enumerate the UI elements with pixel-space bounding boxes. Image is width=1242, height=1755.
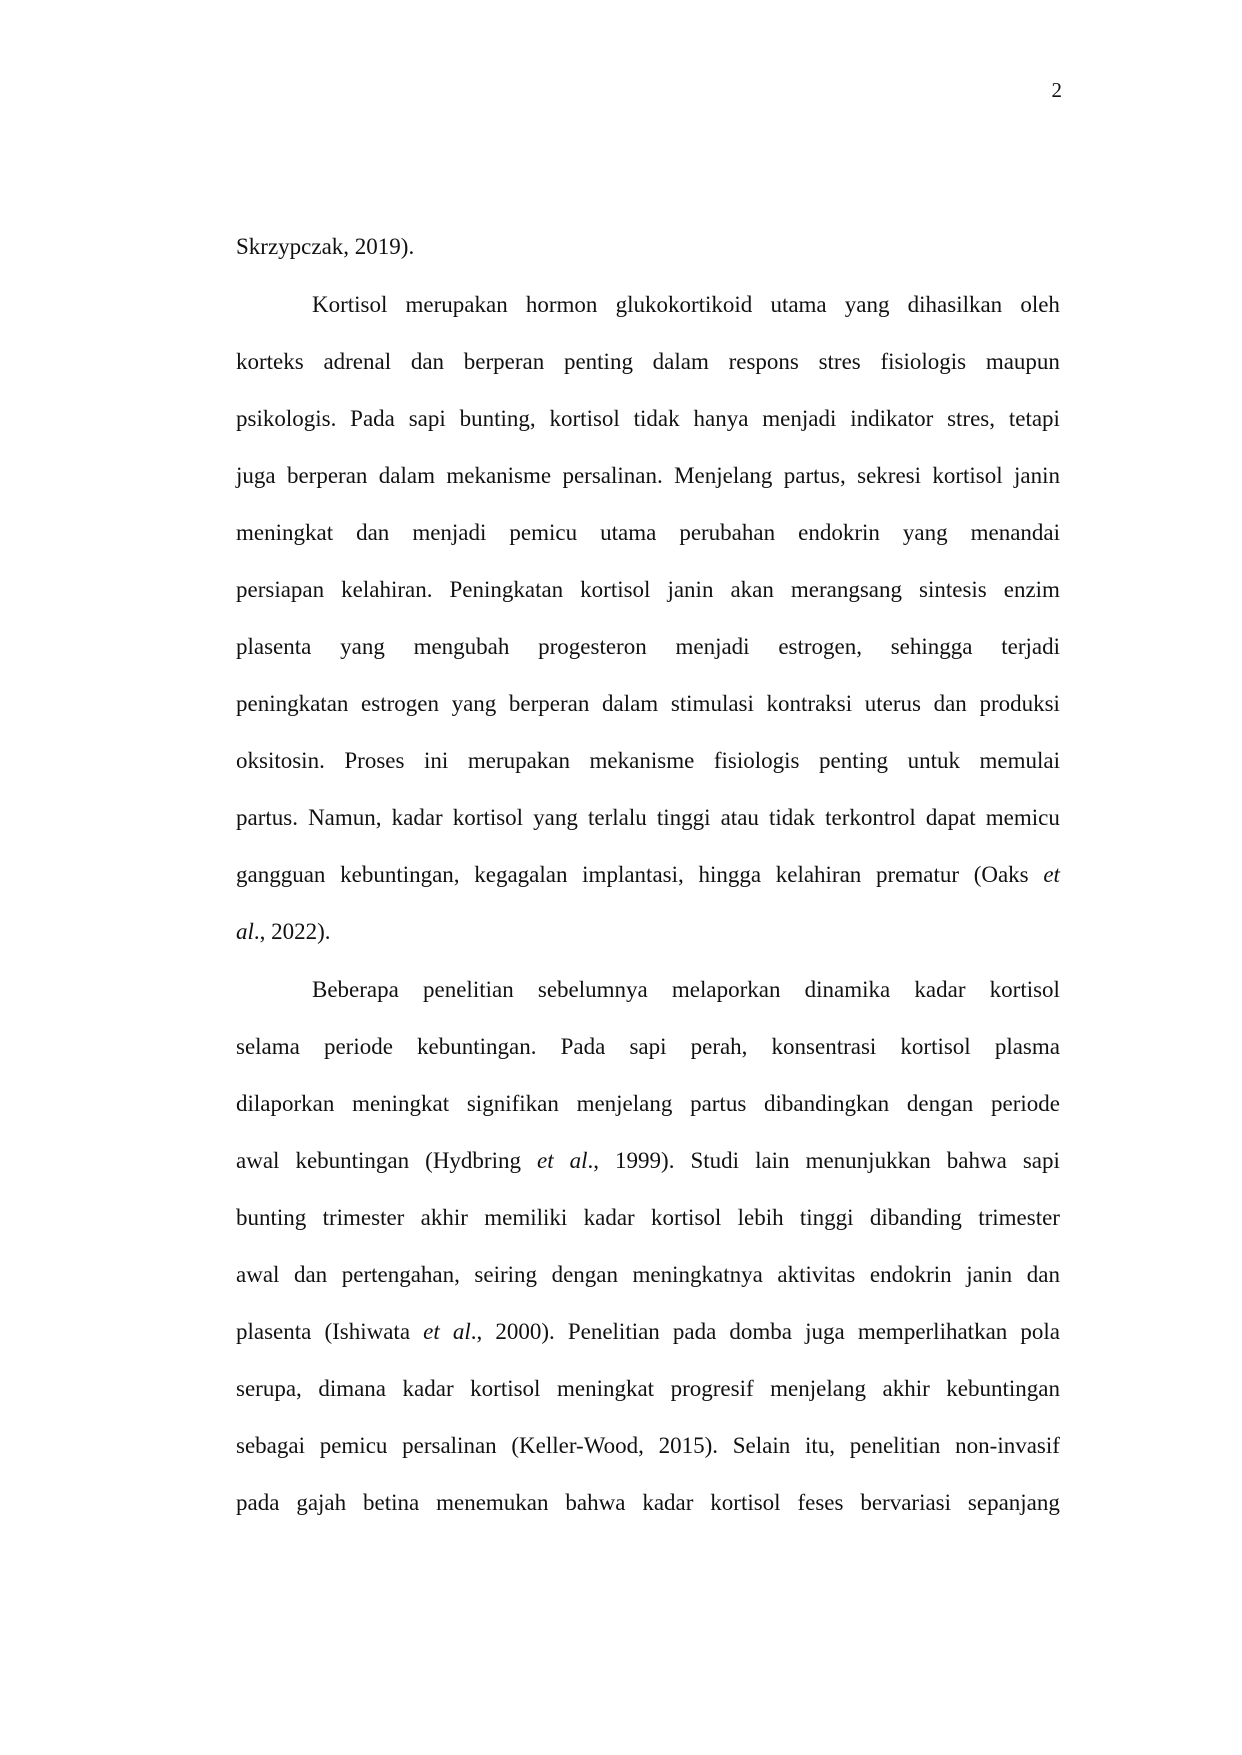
word: kortisol	[932, 463, 1003, 488]
word: feses	[797, 1490, 844, 1515]
paragraph-1-line-5	[236, 518, 1060, 548]
word: utama	[770, 292, 827, 317]
word: untuk	[907, 748, 960, 773]
word: janin	[1014, 463, 1060, 488]
word: aktivitas	[777, 1262, 856, 1287]
word: merangsang	[790, 577, 903, 602]
word: plasma	[994, 1034, 1060, 1059]
paragraph-2-line-5	[236, 1203, 1060, 1233]
word: menjadi	[412, 520, 487, 545]
word: indikator	[850, 406, 934, 431]
word: kebuntingan,	[340, 862, 460, 887]
word: progesteron	[538, 634, 647, 659]
word: yang	[533, 805, 578, 830]
word: (Hydbring	[425, 1148, 521, 1173]
word: al.,	[569, 1148, 600, 1173]
word: selama	[236, 1034, 300, 1059]
word: awal	[236, 1148, 280, 1173]
page-number: 2	[1051, 78, 1062, 102]
word: dalam	[602, 691, 659, 716]
word: Menjelang	[674, 463, 773, 488]
word: dinamika	[804, 977, 891, 1002]
word: dalam	[652, 349, 709, 374]
word: kelahiran	[775, 862, 862, 887]
word: meningkat	[236, 520, 334, 545]
paragraph-1-line-7	[236, 632, 1060, 662]
paragraph-1-line-11	[236, 860, 1060, 890]
word: plasenta	[236, 634, 312, 659]
word: terkontrol	[825, 805, 916, 830]
paragraph-1-line-10	[236, 803, 1060, 833]
paragraph-2-line-1	[312, 975, 1060, 1005]
word: bahwa	[565, 1490, 626, 1515]
word: domba	[729, 1319, 793, 1344]
word: berperan	[508, 691, 590, 716]
word: pertengahan,	[341, 1262, 460, 1287]
paragraph-1-line-2	[236, 347, 1060, 377]
word: akhir	[882, 1376, 930, 1401]
word: mekanisme	[589, 748, 695, 773]
word: perah,	[690, 1034, 748, 1059]
word: akan	[730, 577, 774, 602]
word: Pada	[560, 1034, 606, 1059]
word: estrogen,	[778, 634, 862, 659]
word: periode	[323, 1034, 393, 1059]
paragraph-2-line-4	[236, 1146, 1060, 1176]
word: tetapi	[1008, 406, 1060, 431]
word: dimana	[318, 1376, 387, 1401]
word: kebuntingan.	[417, 1034, 537, 1059]
word: 2015).	[658, 1433, 718, 1458]
word: tinggi	[656, 805, 711, 830]
word: pemicu	[319, 1433, 388, 1458]
word: kadar	[391, 805, 443, 830]
word: stres,	[947, 406, 995, 431]
word: dihasilkan	[907, 292, 1003, 317]
word: endokrin	[869, 1262, 952, 1287]
paragraph-2-line-10	[236, 1488, 1060, 1518]
word: kortisol	[470, 1376, 541, 1401]
word: itu,	[804, 1433, 835, 1458]
word: utama	[600, 520, 657, 545]
word: stres	[818, 349, 861, 374]
word: 2000).	[495, 1319, 555, 1344]
word: pada	[672, 1319, 717, 1344]
word: berperan	[286, 463, 368, 488]
word: stimulasi	[670, 691, 754, 716]
word: bunting,	[459, 406, 536, 431]
word: sapi	[1022, 1148, 1060, 1173]
word: persalinan.	[562, 463, 663, 488]
word: glukokortikoid	[615, 292, 753, 317]
word: juga	[236, 463, 276, 488]
word: pada	[236, 1490, 280, 1515]
word: kadar	[642, 1490, 694, 1515]
paragraph-2-line-6	[236, 1260, 1060, 1290]
word: uterus	[864, 691, 921, 716]
paragraph-1-line-8	[236, 689, 1060, 719]
word: yang	[451, 691, 497, 716]
word: kortisol	[900, 1034, 971, 1059]
word: yang	[902, 520, 948, 545]
word: pola	[1020, 1319, 1060, 1344]
word: respons	[728, 349, 799, 374]
word: kegagalan	[474, 862, 568, 887]
word: lebih	[737, 1205, 784, 1230]
word: non-invasif	[955, 1433, 1060, 1458]
word: periode	[991, 1091, 1060, 1116]
word: Studi	[690, 1148, 740, 1173]
word: implantasi,	[582, 862, 684, 887]
word: bahwa	[946, 1148, 1007, 1173]
word: memulai	[979, 748, 1060, 773]
word: dibandingkan	[763, 1091, 890, 1116]
word: trimester	[978, 1205, 1060, 1230]
word: persalinan	[402, 1433, 497, 1458]
word: terjadi	[1001, 634, 1060, 659]
word: terlalu	[587, 805, 647, 830]
word: et	[423, 1319, 440, 1344]
word: sebagai	[236, 1433, 305, 1458]
word: memperlihatkan	[857, 1319, 1008, 1344]
paragraph-1-line-9	[236, 746, 1060, 776]
word: kortisol	[651, 1205, 722, 1230]
word: dalam	[378, 463, 435, 488]
word: sekresi	[857, 463, 921, 488]
word: estrogen	[361, 691, 439, 716]
word: menemukan	[436, 1490, 549, 1515]
word: penelitian	[423, 977, 514, 1002]
word: al.,	[452, 1319, 483, 1344]
word: kadar	[583, 1205, 635, 1230]
word: (Ishiwata	[324, 1319, 411, 1344]
paragraph-2-line-9	[236, 1431, 1060, 1461]
word: gajah	[296, 1490, 347, 1515]
word: bunting	[236, 1205, 307, 1230]
word: Proses	[344, 748, 405, 773]
word: (Keller-Wood,	[511, 1433, 644, 1458]
word: dan	[410, 349, 445, 374]
word: signifikan	[466, 1091, 559, 1116]
word: akhir	[420, 1205, 468, 1230]
paragraph-1-line-1	[312, 290, 1060, 320]
word: et	[537, 1148, 554, 1173]
word: psikologis.	[236, 406, 337, 431]
word: merupakan	[467, 748, 570, 773]
word: lain	[755, 1148, 790, 1173]
word: sintesis	[919, 577, 987, 602]
word: menunjukkan	[805, 1148, 931, 1173]
word: Beberapa	[312, 977, 399, 1002]
word: Selain	[732, 1433, 791, 1458]
word: Penelitian	[567, 1319, 660, 1344]
word: tidak	[769, 805, 815, 830]
word: kelahiran.	[341, 577, 433, 602]
word: kortisol	[549, 406, 620, 431]
word: endokrin	[798, 520, 880, 545]
word: merupakan	[405, 292, 508, 317]
word: enzim	[1003, 577, 1060, 602]
paragraph-2-line-7	[236, 1317, 1060, 1347]
word: perubahan	[679, 520, 776, 545]
word: Namun,	[308, 805, 382, 830]
word: meningkat	[352, 1091, 450, 1116]
paragraph-1-line-12: al., 2022).	[236, 919, 331, 944]
word: menjadi	[675, 634, 750, 659]
word: prematur	[876, 862, 960, 887]
word: plasenta	[236, 1319, 312, 1344]
word: korteks	[236, 349, 304, 374]
word: penting	[819, 748, 889, 773]
word: dapat	[925, 805, 976, 830]
word: trimester	[322, 1205, 405, 1230]
word: kortisol	[452, 805, 524, 830]
word: pemicu	[509, 520, 578, 545]
word: dan	[933, 691, 967, 716]
word: kortisol	[989, 977, 1060, 1002]
word: betina	[363, 1490, 420, 1515]
word: 1999).	[615, 1148, 675, 1173]
word: kebuntingan	[946, 1376, 1060, 1401]
word: oleh	[1020, 292, 1060, 317]
word: oksitosin.	[236, 748, 325, 773]
word: hanya	[693, 406, 749, 431]
word: et	[1043, 862, 1060, 887]
word: adrenal	[323, 349, 392, 374]
word: yang	[844, 292, 890, 317]
word: produksi	[979, 691, 1060, 716]
word: melaporkan	[671, 977, 781, 1002]
word: memiliki	[484, 1205, 568, 1230]
word: Kortisol	[312, 292, 388, 317]
word: kebuntingan	[295, 1148, 410, 1173]
word: mengubah	[413, 634, 510, 659]
word: serupa,	[236, 1376, 302, 1401]
word: penting	[563, 349, 633, 374]
paragraph-2-line-3	[236, 1089, 1060, 1119]
word: fisiologis	[713, 748, 800, 773]
word: janin	[966, 1262, 1013, 1287]
word: ini	[423, 748, 449, 773]
word: konsentrasi	[771, 1034, 877, 1059]
word: dengan	[906, 1091, 974, 1116]
text-line: Skrzypczak, 2019).	[236, 234, 415, 259]
word: bervariasi	[860, 1490, 952, 1515]
word: sehingga	[890, 634, 973, 659]
word: menjelang	[576, 1091, 673, 1116]
word: partus.	[236, 805, 298, 830]
word: seiring	[474, 1262, 538, 1287]
word: maupun	[985, 349, 1060, 374]
word: progresif	[670, 1376, 754, 1401]
word: partus,	[783, 463, 846, 488]
word: kadar	[914, 977, 966, 1002]
word: janin	[667, 577, 714, 602]
word: peningkatan	[236, 691, 349, 716]
word: tinggi	[799, 1205, 854, 1230]
word: mekanisme	[446, 463, 552, 488]
word: sebelumnya	[537, 977, 648, 1002]
word: kadar	[402, 1376, 454, 1401]
paragraph-1-line-6	[236, 575, 1060, 605]
word: atau	[720, 805, 759, 830]
word: (Oaks	[973, 862, 1029, 887]
word: dilaporkan	[236, 1091, 335, 1116]
word: memicu	[985, 805, 1060, 830]
word: sapi	[629, 1034, 667, 1059]
word: berperan	[463, 349, 545, 374]
word: dengan	[551, 1262, 618, 1287]
word: fisiologis	[880, 349, 967, 374]
paragraph-2-line-8	[236, 1374, 1060, 1404]
word: partus	[690, 1091, 747, 1116]
word: dan	[1026, 1262, 1060, 1287]
word: dan	[356, 520, 390, 545]
word: yang	[340, 634, 385, 659]
word: hingga	[698, 862, 762, 887]
word: gangguan	[236, 862, 326, 887]
word: sepanjang	[967, 1490, 1060, 1515]
word: kortisol	[580, 577, 651, 602]
word: hormon	[525, 292, 598, 317]
word: juga	[805, 1319, 845, 1344]
paragraph-2-line-2	[236, 1032, 1060, 1062]
word: meningkatnya	[632, 1262, 763, 1287]
word: menjelang	[770, 1376, 866, 1401]
word: sapi	[408, 406, 446, 431]
word: dan	[293, 1262, 328, 1287]
paragraph-1-line-4	[236, 461, 1060, 491]
word: awal	[236, 1262, 280, 1287]
word: meningkat	[556, 1376, 655, 1401]
word: Pada	[350, 406, 395, 431]
word: penelitian	[849, 1433, 941, 1458]
word: kontraksi	[766, 691, 853, 716]
word: dibanding	[869, 1205, 962, 1230]
word: kortisol	[710, 1490, 781, 1515]
word: menandai	[970, 520, 1060, 545]
word: Peningkatan	[449, 577, 564, 602]
paragraph-1-line-3	[236, 404, 1060, 434]
word: persiapan	[236, 577, 325, 602]
word: tidak	[633, 406, 680, 431]
word: menjadi	[762, 406, 837, 431]
